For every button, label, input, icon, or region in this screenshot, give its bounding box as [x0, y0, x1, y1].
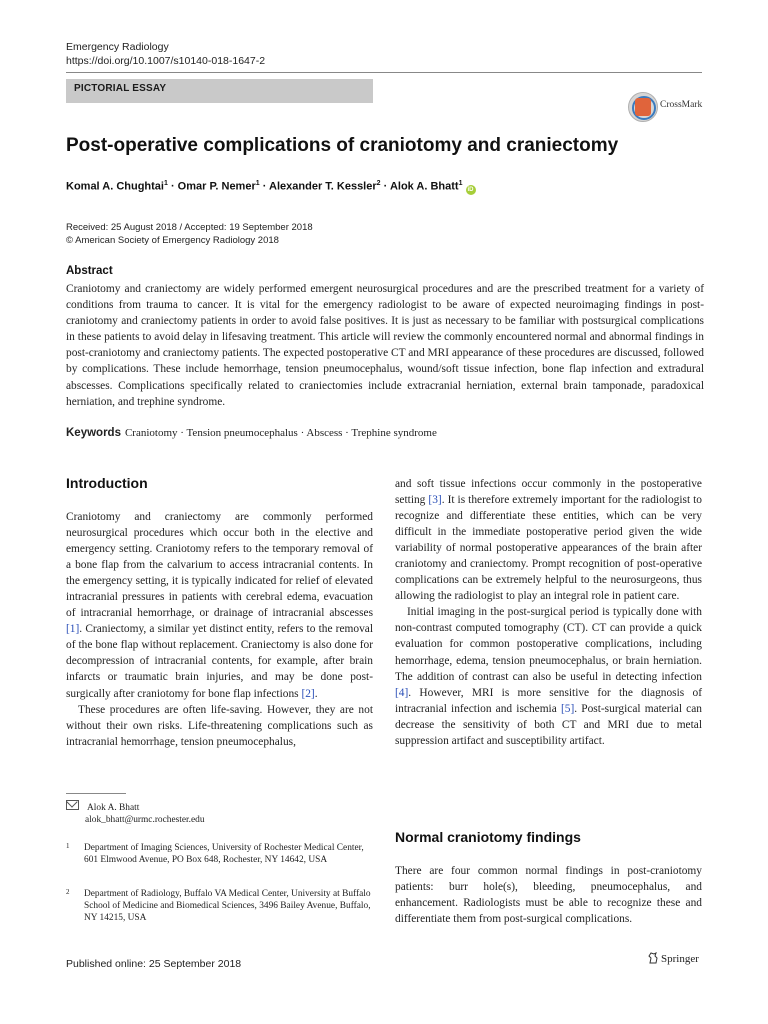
article-type-banner: PICTORIAL ESSAY: [66, 79, 373, 103]
normal-findings-body: [395, 863, 702, 927]
right-paragraph-2: Initial imaging in the post-surgical period is typically done with non-contrast computed tomography (CT). CT can provide a quick evaluation for common postoperative complications, including hemorrhage, edema, tension pneumocephalus, or brain herniation. The addition of contrast can also be useful in detecting infection [4]. However, MRI is more sensitive for the diagnosis of intracranial infection and ischemia [5]. Post-surgical material can decrease the sensitivity of both CT and MRI due to metal suppression artifact and susceptibility artifact.: [395, 606, 702, 747]
envelope-icon: [66, 800, 79, 810]
affiliation-number: 1: [66, 842, 70, 850]
introduction-heading: Introduction: [66, 475, 148, 491]
abstract-heading: Abstract: [66, 265, 113, 277]
article-title: Post-operative complications of craniotomy and craniectomy: [66, 135, 619, 156]
citation-link[interactable]: [1]: [66, 623, 80, 636]
copyright-line: © American Society of Emergency Radiology 2018: [66, 235, 279, 246]
keywords-list: Craniotomy · Tension pneumocephalus · Abscess · Trephine syndrome: [124, 427, 437, 439]
affiliation-number: 2: [66, 888, 70, 896]
right-column-body: [395, 476, 702, 749]
correspondence-note: [66, 800, 205, 826]
publisher-name: Springer: [661, 953, 699, 965]
introduction-body: [66, 509, 373, 750]
author-name[interactable]: Alexander T. Kessler: [269, 180, 377, 193]
publication-dates: [66, 221, 313, 247]
journal-name: Emergency Radiology: [66, 41, 169, 53]
citation-link[interactable]: [2]: [301, 687, 315, 700]
citation-link[interactable]: [3]: [428, 494, 442, 507]
affiliation-note: [66, 888, 373, 925]
orcid-icon[interactable]: iD: [467, 186, 474, 193]
doi-link[interactable]: https://doi.org/10.1007/s10140-018-1647-2: [66, 55, 266, 67]
springer-horse-icon: [648, 952, 658, 964]
correspondence-name: Alok A. Bhatt: [87, 803, 140, 813]
abstract-text: Craniotomy and craniectomy are widely performed emergent neurosurgical procedures and are the prescribed treatment for a variety of conditions from trauma to cancer. It is vital for the emergency radiologist to be aware of expected neuroimaging findings in post-craniotomy and craniectomy patients in order to avoid false positives. It is just as necessary to be familiar with postsurgical complications in these patients to avoid delay in lifesaving treatment. This article will review the commonly encountered normal and abnormal findings in post-craniotomy and craniectomy patients. The expected postoperative CT and MRI appearance of these procedures are discussed, followed by complications. These include hemorrhage, tension pneumocephalus, wound/soft tissue infection, bone flap infection and extradural abscesses. Complications specifically related to craniectomies include extracranial herniation, external brain tamponade, paradoxical herniation, and trephine syndrome.: [66, 283, 704, 408]
affiliation-text: Department of Radiology, Buffalo VA Medical Center, University at Buffalo School of Medicine and Biomedical Sciences, 3496 Bailey Avenue, Buffalo, NY 14215, USA: [84, 889, 371, 924]
normal-findings-heading: Normal craniotomy findings: [395, 829, 581, 845]
correspondence-email[interactable]: alok_bhatt@urmc.rochester.edu: [85, 815, 205, 825]
author-name[interactable]: Komal A. Chughtai: [66, 180, 164, 193]
affiliation-note: [66, 842, 373, 866]
intro-paragraph-2: These procedures are often life-saving. However, they are not without their own risks. Life-threatening complications such as intracranial hemorrhage, tension pneumocephalus,: [66, 703, 373, 748]
crossmark-label: CrossMark: [660, 100, 703, 110]
crossmark-icon: [628, 92, 658, 122]
author-name[interactable]: Alok A. Bhatt: [389, 180, 459, 193]
right-paragraph-1: and soft tissue infections occur commonly in the postoperative setting [3]. It is therefore extremely important for the radiologist to recognize and differentiate these entities, which can be very difficult in the immediate postoperative period given the wide variability of normal postoperative appearances of the brain after craniotomy and craniectomy. Prompt recognition of post-operative complications can be extremely helpful to the neurosurgeons, thus allowing the radiologist to play an integral role in patient care.: [395, 478, 702, 603]
author-name[interactable]: Omar P. Nemer: [177, 180, 256, 193]
header-divider: [66, 72, 702, 73]
intro-paragraph-1: Craniotomy and craniectomy are commonly performed neurosurgical procedures which occur both in the elective and emergency setting. Craniotomy refers to the temporary removal of a bone flap from the calvarium to access intracranial contents. In the emergency setting, it is typically indicated for relief of elevated intracranial pressures in patients with cerebral edema, evacuation of intracranial hemorrhage, or drainage of intracranial abscesses [1]. Craniectomy, a similar yet distinct entity, refers to the removal of the bone flap without replacement. Craniectomy is also done for decompression of intracranial contents, for example, after brain infarcts or traumatic brain injuries, and may be done post-surgically after craniotomy for bone flap infections [2].: [66, 511, 373, 700]
keywords-label: Keywords: [66, 427, 121, 439]
keywords-line: [66, 427, 437, 439]
citation-link[interactable]: [4]: [395, 686, 409, 699]
affiliation-text: Department of Imaging Sciences, University of Rochester Medical Center, 601 Elmwood Avenue, PO Box 648, Rochester, NY 14642, USA: [84, 843, 364, 866]
publisher-logo: [648, 952, 699, 965]
received-accepted-dates: Received: 25 August 2018 / Accepted: 19 September 2018: [66, 222, 313, 233]
citation-link[interactable]: [5]: [560, 702, 575, 715]
author-list: Komal A. Chughtai$^1$ · Omar P. Nemer$^1$ · Alexander T. Kessler$^2$ · Alok A. Bhatt$^1$iD: [66, 180, 474, 193]
normal-paragraph-1: There are four common normal findings in post-craniotomy patients: burr hole(s), bleeding, pneumocephalus, and enhancement. Radiologists must be able to recognize these and differentiate them from post-surgical complications.: [395, 865, 702, 926]
crossmark-badge[interactable]: [628, 92, 708, 122]
footnote-divider: [66, 793, 126, 794]
published-online-date: Published online: 25 September 2018: [66, 958, 242, 970]
